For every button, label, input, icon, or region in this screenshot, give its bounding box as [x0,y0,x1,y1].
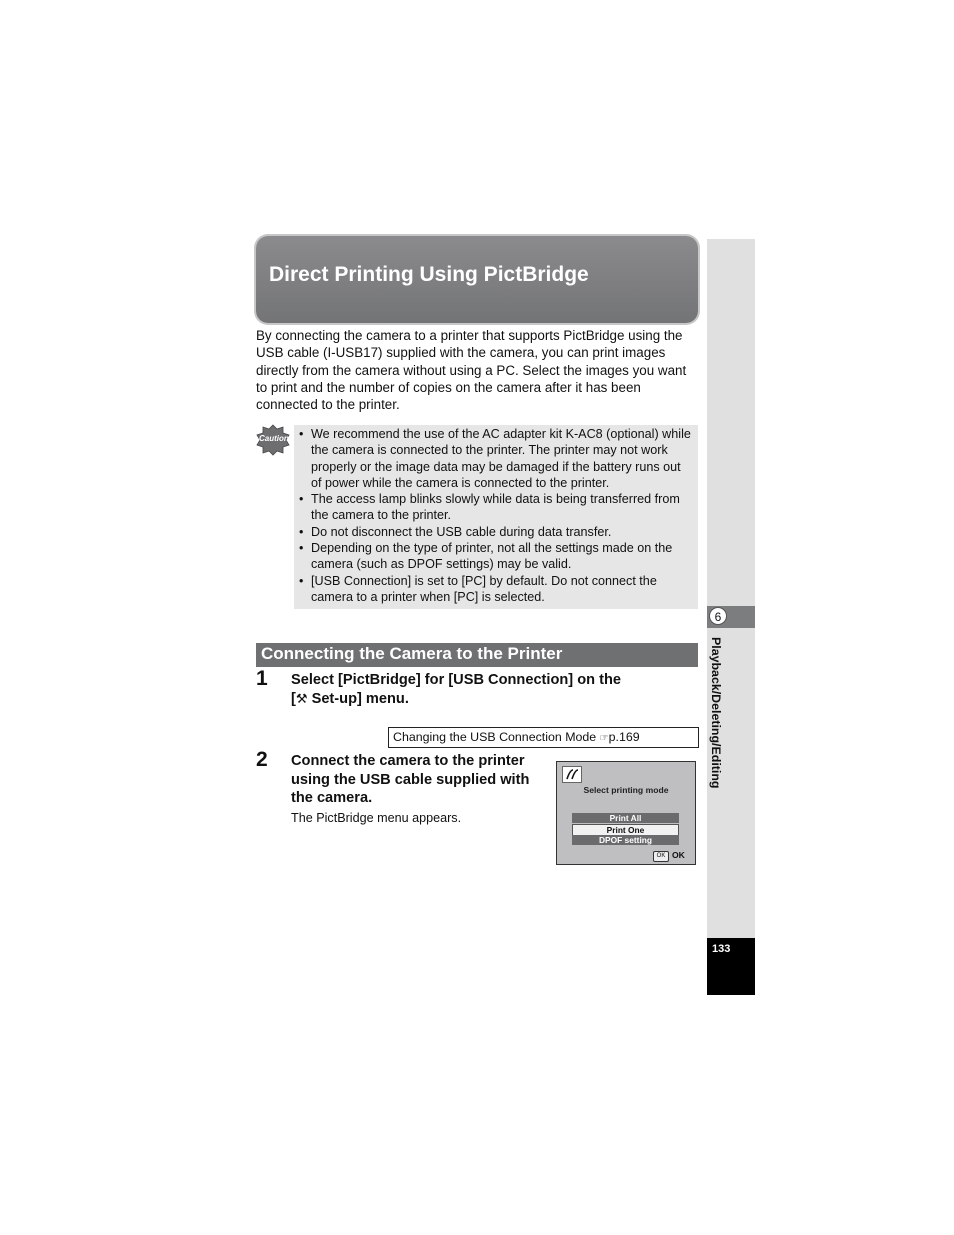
setup-icon: ⚒ [295,690,308,706]
section-header [256,643,698,667]
page-number-box [707,938,755,995]
intro-line: By connecting the camera to a printer that supports PictBridge using the [256,328,683,343]
caution-icon [256,424,290,456]
step-1-text [291,671,691,708]
reference-text: Changing the USB Connection Mode [393,730,597,744]
intro-line: connected to the printer. [256,397,400,413]
step-2-line: Connect the camera to the printer [291,753,525,769]
step-2-note: The PictBridge menu appears. [291,811,462,825]
page-ref-icon: ☞ [599,733,609,744]
intro-line: to print and the number of copies on the camera after it has been [256,379,641,395]
intro-paragraph [256,327,698,413]
reference-page: p.169 [608,730,640,744]
caution-list [299,426,694,605]
caution-item: • Do not disconnect the USB cable during data transfer. [299,524,694,540]
step-1-line1: Select [PictBridge] for [USB Connection] on the [291,672,621,688]
page-number: 133 [712,943,731,955]
reference-box [388,727,699,748]
ok-key-icon: OK [653,851,669,862]
side-tab [707,239,755,938]
intro-line: USB cable (I-USB17) supplied with the camera, you can print images [256,345,666,361]
step-2-line: using the USB cable supplied with [291,771,530,788]
caution-icon-label: Caution [259,434,289,443]
step-1-bracket: [ [291,690,296,707]
step-2-line: the camera. [291,790,373,806]
caution-item: • We recommend the use of the AC adapter kit K-AC8 (optional) while the camera is connected to the printer. The printer may not work properly or the image data may be damaged if the battery runs out of power while the camera is connected to the printer. [299,426,694,491]
step-1-menu-text: Set-up] menu. [307,690,409,707]
caution-box [294,425,698,609]
caution-item: • Depending on the type of printer, not all the settings made on the camera (such as DPOF settings) may be valid. [299,540,694,573]
ok-label: OK [672,850,685,860]
section-title: Connecting the Camera to the Printer [261,644,563,663]
chapter-label: Playback/Deleting/Editing [709,637,723,789]
menu-option-print-one[interactable]: Print One [572,824,679,836]
camera-screen-title: Select printing mode [583,785,669,795]
menu-option-dpof-setting[interactable]: DPOF setting [572,835,679,845]
reference-content [393,728,640,748]
pictbridge-icon [562,766,582,783]
step-2-text [291,752,551,808]
step-1-number: 1 [256,667,268,690]
caution-item: • The access lamp blinks slowly while data is being transferred from the camera to the printer. [299,491,694,524]
title-banner [256,236,698,323]
intro-line: directly from the camera without using a PC. Select the images you want [256,362,687,378]
step-1-line2 [291,690,691,709]
step-2-number: 2 [256,748,268,771]
caution-item: • [USB Connection] is set to [PC] by default. Do not connect the camera to a printer when [PC] is selected. [299,573,694,606]
chapter-number: 6 [709,607,727,625]
menu-option-print-all[interactable]: Print All [572,813,679,823]
camera-screen [556,761,696,865]
page-title: Direct Printing Using PictBridge [269,263,589,286]
